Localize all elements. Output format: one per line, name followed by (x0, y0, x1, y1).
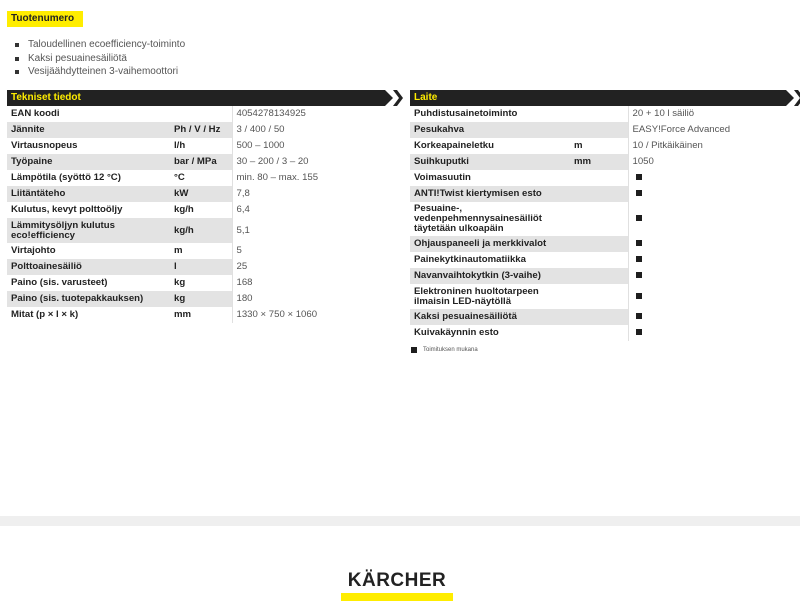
spec-row (410, 309, 786, 325)
spec-row (7, 307, 385, 323)
spec-row (7, 291, 385, 307)
included-marker-icon (628, 325, 786, 341)
spec-unit: mm (174, 309, 192, 320)
spec-unit: l/h (174, 140, 186, 151)
spec-value: EASY!Force Advanced (628, 122, 786, 138)
spec-value: 180 (232, 291, 385, 307)
spec-unit: bar / MPa (170, 154, 232, 170)
included-marker-icon (628, 252, 786, 268)
included-marker-icon (636, 313, 642, 319)
spec-label: EAN koodi (11, 108, 60, 119)
spec-label: Korkeapaineletku (414, 140, 494, 151)
spec-label: Paino (sis. tuotepakkauksen) (7, 291, 170, 307)
spec-row (7, 259, 385, 275)
spec-unit: kW (170, 186, 232, 202)
spec-row (7, 170, 385, 186)
included-marker-icon (636, 190, 642, 196)
spec-unit (570, 122, 628, 138)
spec-row (7, 122, 385, 138)
spec-label: Työpaine (7, 154, 170, 170)
spec-label: Ohjauspaneeli ja merkkivalot (410, 236, 570, 252)
spec-value: 500 – 1000 (232, 138, 385, 154)
tech-specs-header (7, 90, 385, 106)
spec-value: 5,1 (232, 218, 385, 243)
spec-value: 4054278134925 (232, 106, 385, 122)
spec-value: min. 80 – max. 155 (232, 170, 385, 186)
feature-item: Vesijäähdytteinen 3-vaihemoottori (14, 65, 185, 79)
spec-label: Paino (sis. varusteet) (11, 277, 108, 288)
spec-unit (570, 236, 628, 252)
spec-unit (570, 106, 628, 122)
device-table (410, 106, 786, 341)
spec-unit (570, 186, 628, 202)
spec-label: Lämmitysöljyn kulutus eco!efficiency (7, 218, 170, 243)
feature-item: Taloudellinen ecoefficiency-toiminto (14, 38, 185, 52)
spec-label: Pesukahva (410, 122, 570, 138)
included-marker-icon (636, 256, 642, 262)
spec-unit (570, 170, 628, 186)
included-marker-icon (636, 174, 642, 180)
spec-label: Pesuaine-, vedenpehmennysainesäiliöt täytetään ulkoapäin (414, 203, 542, 234)
feature-list (14, 38, 185, 79)
tech-specs-section (7, 90, 385, 323)
karcher-logo (341, 571, 453, 601)
tech-specs-title: Tekniset tiedot (11, 92, 81, 103)
spec-label: Virtajohto (11, 245, 56, 256)
spec-value: 30 – 200 / 3 – 20 (232, 154, 385, 170)
logo-wordmark: KÄRCHER (347, 570, 447, 591)
spec-row (410, 170, 786, 186)
spec-row (410, 202, 786, 236)
spec-row (410, 122, 786, 138)
spec-label: Elektroninen huoltotarpeen ilmaisin LED-näytöllä (414, 285, 539, 307)
included-note-text: Toimituksen mukana (423, 347, 478, 353)
spec-row (7, 186, 385, 202)
included-marker-icon (628, 268, 786, 284)
spec-label: ANTI!Twist kiertymisen esto (410, 186, 570, 202)
spec-label: Kaksi pesuainesäiliötä (410, 309, 570, 325)
included-marker-icon (636, 272, 642, 278)
device-section (410, 90, 786, 341)
spec-row (410, 106, 786, 122)
device-title: Laite (414, 92, 438, 103)
spec-value: 7,8 (232, 186, 385, 202)
spec-unit: °C (174, 172, 185, 183)
included-marker-icon (628, 170, 786, 186)
included-marker-icon (628, 284, 786, 309)
spec-label: Suihkuputki (410, 154, 570, 170)
spec-unit (570, 268, 628, 284)
feature-item: Kaksi pesuainesäiliötä (14, 52, 185, 66)
device-header (410, 90, 786, 106)
spec-row (7, 275, 385, 291)
spec-label: Kuivakäynnin esto (414, 327, 499, 338)
included-marker-icon (636, 215, 642, 221)
tech-specs-table (7, 106, 385, 323)
spec-value: 3 / 400 / 50 (232, 122, 385, 138)
spec-unit: kg/h (170, 218, 232, 243)
logo-yellow-bar (341, 593, 453, 601)
spec-value: 1050 (628, 154, 786, 170)
spec-value: 6,4 (232, 202, 385, 218)
spec-label: Virtausnopeus (11, 140, 78, 151)
spec-value: 168 (232, 275, 385, 291)
spec-value: 10 / Pitkäikäinen (628, 138, 786, 154)
product-number-tag: Tuotenumero (7, 11, 83, 27)
spec-row (410, 268, 786, 284)
spec-row (410, 186, 786, 202)
included-marker-icon (628, 309, 786, 325)
spec-row (410, 284, 786, 309)
spec-row (410, 138, 786, 154)
spec-value: 25 (232, 259, 385, 275)
spec-unit: m (174, 245, 183, 256)
spec-unit (570, 202, 628, 236)
spec-label: Voimasuutin (414, 172, 471, 183)
header-chevron-icon (393, 90, 403, 106)
included-marker-icon (411, 347, 417, 353)
spec-row (7, 218, 385, 243)
spec-row (410, 325, 786, 341)
header-chevron-icon (794, 90, 800, 106)
spec-label: Polttoainesäiliö (7, 259, 170, 275)
spec-unit (570, 309, 628, 325)
spec-label: Mitat (p × l × k) (11, 309, 79, 320)
spec-value: 5 (232, 243, 385, 259)
included-marker-icon (628, 236, 786, 252)
spec-unit (170, 106, 232, 122)
spec-row (7, 154, 385, 170)
spec-unit (570, 284, 628, 309)
spec-label: Kulutus, kevyt polttoöljy (11, 204, 123, 215)
spec-unit: mm (570, 154, 628, 170)
spec-row (7, 138, 385, 154)
spec-row (7, 106, 385, 122)
included-marker-icon (636, 240, 642, 246)
spec-unit: m (574, 140, 583, 151)
included-marker-icon (636, 329, 642, 335)
spec-row (7, 243, 385, 259)
spec-label: Liitäntäteho (7, 186, 170, 202)
spec-unit: kg/h (174, 204, 194, 215)
spec-unit: l (170, 259, 232, 275)
spec-label: Navanvaihtokytkin (3-vaihe) (410, 268, 570, 284)
spec-unit: kg (170, 291, 232, 307)
spec-row (410, 252, 786, 268)
spec-label: Lämpötila (syöttö 12 °C) (11, 172, 121, 183)
spec-row (410, 154, 786, 170)
spec-row (7, 202, 385, 218)
spec-unit (570, 325, 628, 341)
spec-value: 20 + 10 l säiliö (628, 106, 786, 122)
spec-unit: Ph / V / Hz (170, 122, 232, 138)
spec-label: Puhdistusainetoiminto (414, 108, 518, 119)
spec-value: 1330 × 750 × 1060 (232, 307, 385, 323)
included-marker-icon (628, 202, 786, 236)
spec-label: Jännite (7, 122, 170, 138)
spec-label: Painekytkinautomatiikka (414, 254, 526, 265)
spec-unit (570, 252, 628, 268)
included-marker-icon (636, 293, 642, 299)
spec-row (410, 236, 786, 252)
included-marker-icon (628, 186, 786, 202)
spec-unit: kg (174, 277, 186, 288)
included-note (411, 347, 478, 353)
